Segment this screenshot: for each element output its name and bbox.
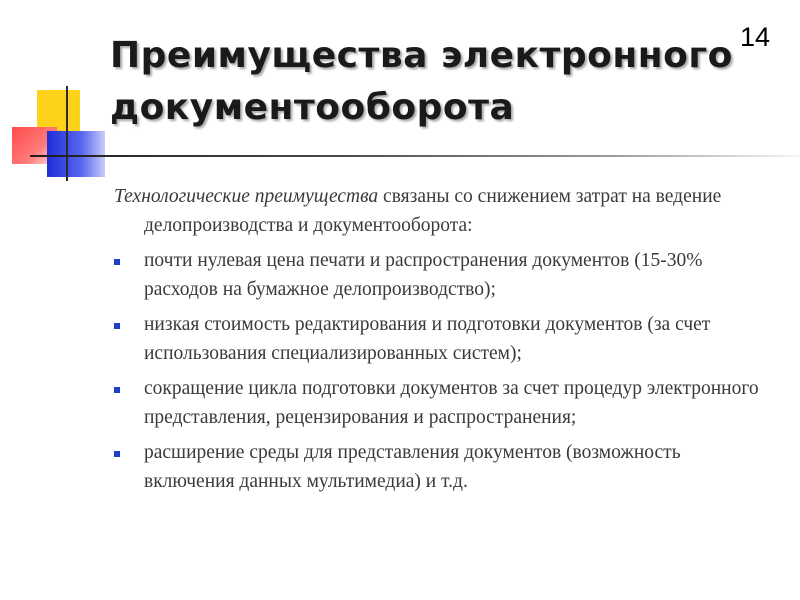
bullet-text: низкая стоимость редактирования и подготовки документов (за счет использования специализированных систем); — [144, 314, 711, 364]
title-underline — [30, 155, 800, 157]
square-bullet-icon — [114, 451, 120, 457]
title-line-1: Преимущества электронного — [110, 35, 733, 76]
vertical-divider — [66, 86, 68, 181]
bullet-text: расширение среды для представления документов (возможность включения данных мультимедиа) и т.д. — [144, 442, 681, 492]
blue-square-icon — [47, 131, 105, 177]
slide-body — [114, 182, 764, 502]
title-line-2: документооборота — [110, 87, 515, 128]
yellow-square-icon — [37, 90, 80, 132]
list-item — [114, 374, 764, 432]
square-bullet-icon — [114, 259, 120, 265]
intro-text: связаны со снижением затрат на ведение делопроизводства и документооборота: — [144, 186, 722, 236]
bullet-text: сокращение цикла подготовки документов за счет процедур электронного представления, рецензирования и распространения; — [144, 378, 759, 428]
bullet-text: почти нулевая цена печати и распространения документов (15-30% расходов на бумажное делопроизводство); — [144, 250, 703, 300]
square-bullet-icon — [114, 387, 120, 393]
page-number: 14 — [739, 22, 770, 52]
intro-italic: Технологические преимущества — [114, 186, 379, 207]
slide-title — [110, 30, 750, 134]
list-item — [114, 438, 764, 496]
list-item — [114, 310, 764, 368]
list-item — [114, 246, 764, 304]
bullet-list — [114, 246, 764, 496]
square-bullet-icon — [114, 323, 120, 329]
intro-paragraph — [114, 182, 764, 240]
